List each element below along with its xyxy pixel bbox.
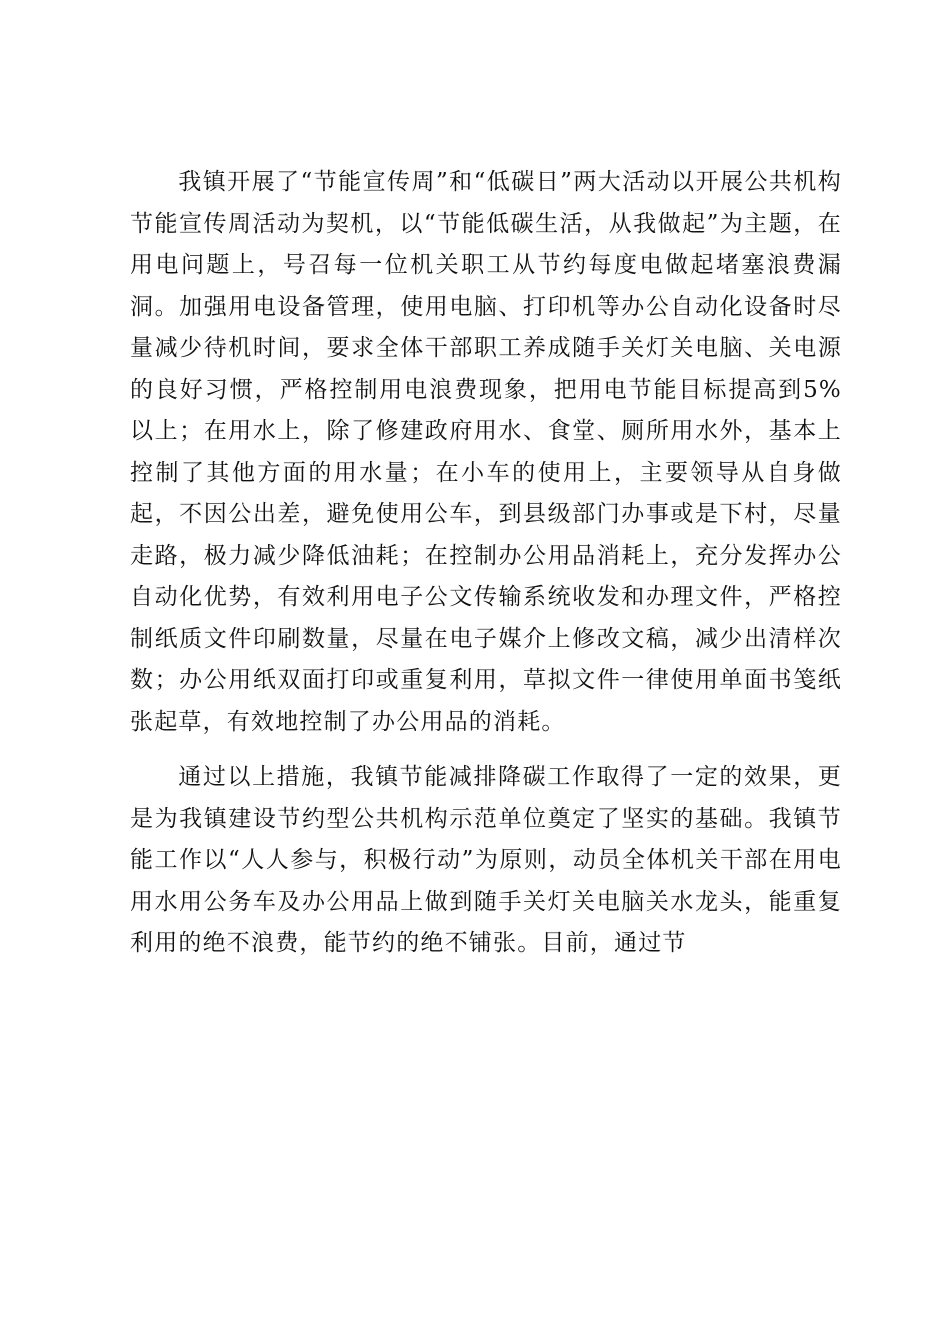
paragraph-2: 通过以上措施，我镇节能减排降碳工作取得了一定的效果，更是为我镇建设节约型公共机构示范单位奠定了坚实的基础。我镇节能工作以“人人参与，积极行动”为原则，动员全体机关干部在用电用水用公务车及办公用品上做到随手关灯关电脑关水龙头，能重复利用的绝不浪费，能节约的绝不铺张。目前，通过节 [130,764,842,956]
paragraph-1: 我镇开展了“节能宣传周”和“低碳日”两大活动以开展公共机构节能宣传周活动为契机，以“节能低碳生活，从我做起”为主题，在用电问题上，号召每一位机关职工从节约每度电做起堵塞浪费漏洞。加强用电设备管理，使用电脑、打印机等办公自动化设备时尽量减少待机时间，要求全体干部职工养成随手关灯关电脑、关电源的良好习惯，严格控制用电浪费现象，把用电节能目标提高到5%以上；在用水上，除了修建政府用水、食堂、厕所用水外，基本上控制了其他方面的用水量；在小车的使用上，主要领导从自身做起，不因公出差，避免使用公车，到县级部门办事或是下村，尽量走路，极力减少降低油耗；在控制办公用品消耗上，充分发挥办公自动化优势，有效利用电子公文传输系统收发和办理文件，严格控制纸质文件印刷数量，尽量在电子媒介上修改文稿，减少出清样次数；办公用纸双面打印或重复利用，草拟文件一律使用单面书笺纸张起草，有效地控制了办公用品的消耗。 [130,169,842,735]
document-body [130,162,842,979]
